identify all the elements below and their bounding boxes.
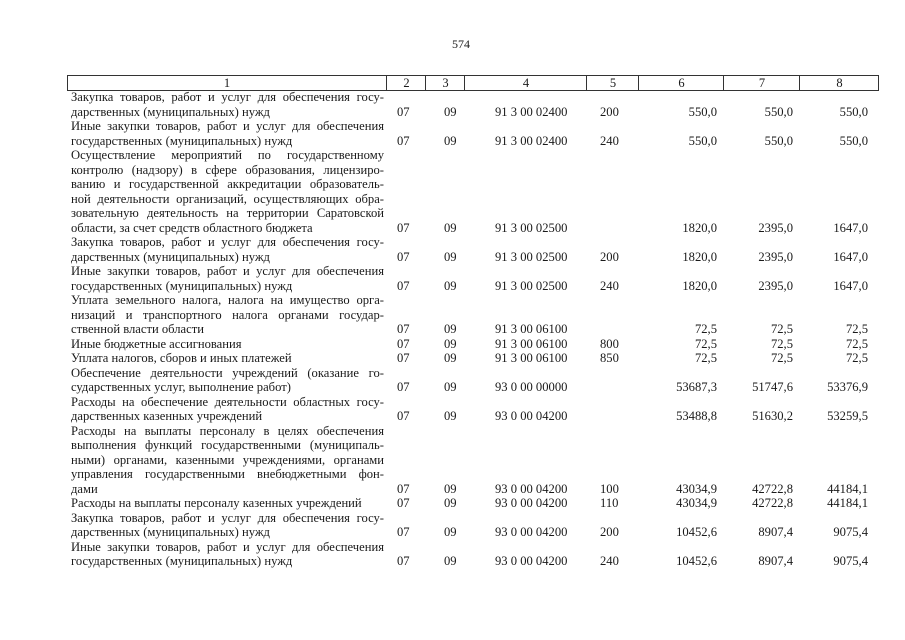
- description-line: выполнения функций государственными (муниципаль-: [71, 438, 384, 452]
- cell-c3: 09: [444, 496, 457, 510]
- cell-c4: 91 3 00 02500: [495, 278, 568, 293]
- cell-c3: 09: [444, 351, 457, 365]
- cell-c7: 550,0: [764, 104, 793, 119]
- cell-c4: 91 3 00 02500: [495, 249, 568, 264]
- cell-c2: 07: [397, 104, 410, 119]
- description-line: ной деятельности организаций, осуществляющих обра-: [71, 191, 384, 206]
- description-line: сударственных услуг, выполнение работ): [71, 380, 291, 394]
- cell-c7: 72,5: [770, 336, 793, 351]
- cell-c8: 9075,4: [833, 525, 868, 539]
- cell-c6: 10452,6: [676, 525, 717, 539]
- cell-c8: 44184,1: [827, 496, 868, 510]
- cell-c3: 09: [444, 525, 457, 539]
- description-line: Закупка товаров, работ и услуг для обеспечения госу-: [71, 90, 384, 104]
- cell-c6: 43034,9: [676, 496, 717, 510]
- cell-c4: 91 3 00 02500: [495, 220, 568, 235]
- row-description: [71, 148, 384, 235]
- cell-c4: 93 0 00 04200: [495, 409, 568, 423]
- cell-c6: 72,5: [694, 322, 717, 336]
- cell-c4: 91 3 00 06100: [495, 351, 568, 365]
- cell-c4: 93 0 00 04200: [495, 554, 568, 568]
- cell-c4: 93 0 00 00000: [495, 380, 568, 394]
- cell-c3: 09: [444, 336, 457, 351]
- cell-c4: 91 3 00 06100: [495, 336, 568, 351]
- cell-c2: 07: [397, 278, 410, 293]
- cell-c8: 72,5: [845, 322, 868, 336]
- row-description: [71, 264, 384, 293]
- cell-c5: 240: [600, 278, 619, 293]
- header-col-7: 7: [723, 76, 800, 90]
- description-line: ными) органами, казенными учреждениями, органами: [71, 452, 384, 467]
- cell-c2: 07: [397, 380, 410, 394]
- description-line: Расходы на выплаты персоналу казенных учреждений: [71, 496, 362, 510]
- cell-c7: 72,5: [770, 351, 793, 365]
- cell-c2: 07: [397, 249, 410, 264]
- description-line: Уплата налогов, сборов и иных платежей: [71, 351, 292, 365]
- cell-c6: 53687,3: [676, 380, 717, 394]
- cell-c2: 07: [397, 322, 410, 336]
- table-row: [0, 235, 905, 264]
- description-line: области, за счет средств областного бюджета: [71, 220, 313, 235]
- cell-c3: 09: [444, 278, 457, 293]
- cell-c6: 72,5: [694, 351, 717, 365]
- row-description: [71, 90, 384, 119]
- cell-c4: 91 3 00 06100: [495, 322, 568, 336]
- header-col-4: 4: [464, 76, 587, 90]
- table-row: [0, 366, 905, 395]
- description-line: ванию и государственной аккредитации образователь-: [71, 177, 384, 191]
- description-line: государственных (муниципальных) нужд: [71, 554, 293, 568]
- cell-c8: 72,5: [845, 351, 868, 365]
- header-col-3: 3: [425, 76, 465, 90]
- cell-c2: 07: [397, 220, 410, 235]
- cell-c7: 8907,4: [758, 525, 793, 539]
- cell-c3: 09: [444, 409, 457, 423]
- cell-c5: 800: [600, 336, 619, 351]
- description-line: дарственных (муниципальных) нужд: [71, 104, 270, 119]
- cell-c7: 42722,8: [752, 496, 793, 510]
- cell-c7: 2395,0: [758, 220, 793, 235]
- header-col-5: 5: [586, 76, 639, 90]
- table-body: [0, 90, 905, 569]
- cell-c6: 1820,0: [682, 278, 717, 293]
- table-row: [0, 293, 905, 337]
- cell-c7: 8907,4: [758, 554, 793, 568]
- description-line: Закупка товаров, работ и услуг для обеспечения госу-: [71, 235, 384, 249]
- description-line: дарственных (муниципальных) нужд: [71, 525, 270, 539]
- cell-c6: 53488,8: [676, 409, 717, 423]
- cell-c5: 240: [600, 133, 619, 148]
- description-line: дарственных казенных учреждений: [71, 409, 263, 423]
- row-description: [71, 366, 384, 395]
- cell-c2: 07: [397, 481, 410, 496]
- cell-c8: 53259,5: [827, 409, 868, 423]
- table-header: [67, 75, 879, 91]
- description-line: Обеспечение деятельности учреждений (оказание го-: [71, 365, 384, 380]
- page-number: 574: [452, 37, 470, 51]
- cell-c2: 07: [397, 554, 410, 568]
- table-row: [0, 496, 905, 511]
- cell-c8: 44184,1: [827, 481, 868, 496]
- description-line: управления государственными внебюджетными фон-: [71, 467, 384, 481]
- cell-c7: 51630,2: [752, 409, 793, 423]
- table-row: [0, 90, 905, 119]
- cell-c5: 100: [600, 481, 619, 496]
- cell-c3: 09: [444, 220, 457, 235]
- header-col-2: 2: [386, 76, 426, 90]
- header-col-8: 8: [799, 76, 879, 90]
- table-row: [0, 337, 905, 352]
- cell-c6: 72,5: [694, 336, 717, 351]
- row-description: [71, 496, 384, 511]
- row-description: [71, 293, 384, 337]
- header-col-6: 6: [638, 76, 724, 90]
- cell-c6: 10452,6: [676, 554, 717, 568]
- cell-c5: 850: [600, 351, 619, 365]
- cell-c2: 07: [397, 496, 410, 510]
- cell-c8: 1647,0: [833, 220, 868, 235]
- description-line: Иные закупки товаров, работ и услуг для обеспечения: [71, 119, 384, 133]
- description-line: дарственных (муниципальных) нужд: [71, 249, 270, 264]
- cell-c3: 09: [444, 249, 457, 264]
- cell-c3: 09: [444, 104, 457, 119]
- cell-c3: 09: [444, 322, 457, 336]
- row-description: [71, 540, 384, 569]
- cell-c3: 09: [444, 133, 457, 148]
- cell-c6: 550,0: [688, 104, 717, 119]
- cell-c5: 110: [600, 496, 619, 510]
- cell-c8: 550,0: [839, 133, 868, 148]
- cell-c6: 550,0: [688, 133, 717, 148]
- cell-c2: 07: [397, 336, 410, 351]
- row-description: [71, 119, 384, 148]
- description-line: Закупка товаров, работ и услуг для обеспечения госу-: [71, 510, 384, 525]
- cell-c5: 240: [600, 554, 619, 568]
- row-description: [71, 337, 384, 352]
- cell-c8: 53376,9: [827, 380, 868, 394]
- row-description: [71, 395, 384, 424]
- description-line: Расходы на выплаты персоналу в целях обеспечения: [71, 423, 384, 438]
- cell-c5: 200: [600, 104, 619, 119]
- description-line: государственных (муниципальных) нужд: [71, 133, 293, 148]
- description-line: Осуществление мероприятий по государственному: [71, 148, 384, 162]
- cell-c7: 72,5: [770, 322, 793, 336]
- cell-c8: 550,0: [839, 104, 868, 119]
- cell-c2: 07: [397, 525, 410, 539]
- cell-c8: 1647,0: [833, 278, 868, 293]
- description-line: зовательную деятельность на территории Саратовской: [71, 206, 384, 220]
- cell-c3: 09: [444, 481, 457, 496]
- cell-c8: 9075,4: [833, 554, 868, 568]
- header-col-1: 1: [223, 76, 231, 90]
- description-line: Уплата земельного налога, налога на имущество орга-: [71, 293, 384, 307]
- table-row: [0, 424, 905, 497]
- description-line: ственной власти области: [71, 322, 204, 336]
- description-line: дами: [71, 481, 98, 496]
- cell-c7: 42722,8: [752, 481, 793, 496]
- cell-c7: 550,0: [764, 133, 793, 148]
- table-row: [0, 511, 905, 540]
- description-line: Иные закупки товаров, работ и услуг для обеспечения: [71, 264, 384, 278]
- cell-c7: 51747,6: [752, 380, 793, 394]
- cell-c4: 91 3 00 02400: [495, 104, 568, 119]
- cell-c5: 200: [600, 249, 619, 264]
- cell-c4: 93 0 00 04200: [495, 481, 568, 496]
- cell-c6: 43034,9: [676, 481, 717, 496]
- table-row: [0, 540, 905, 569]
- description-line: государственных (муниципальных) нужд: [71, 278, 293, 293]
- row-description: [71, 511, 384, 540]
- description-line: низаций и транспортного налога органами государ-: [71, 307, 384, 322]
- description-line: Иные закупки товаров, работ и услуг для обеспечения: [71, 539, 384, 554]
- table-row: [0, 395, 905, 424]
- cell-c7: 2395,0: [758, 278, 793, 293]
- description-line: Иные бюджетные ассигнования: [71, 336, 242, 351]
- row-description: [71, 235, 384, 264]
- cell-c6: 1820,0: [682, 249, 717, 264]
- cell-c5: 200: [600, 525, 619, 539]
- description-line: контролю (надзору) в сфере образования, лицензиро-: [71, 162, 384, 177]
- description-line: Расходы на обеспечение деятельности областных госу-: [71, 394, 384, 409]
- cell-c7: 2395,0: [758, 249, 793, 264]
- cell-c2: 07: [397, 351, 410, 365]
- cell-c4: 93 0 00 04200: [495, 496, 568, 510]
- row-description: [71, 424, 384, 497]
- cell-c6: 1820,0: [682, 220, 717, 235]
- cell-c8: 1647,0: [833, 249, 868, 264]
- table-row: [0, 351, 905, 366]
- table-row: [0, 264, 905, 293]
- cell-c2: 07: [397, 133, 410, 148]
- cell-c4: 91 3 00 02400: [495, 133, 568, 148]
- cell-c4: 93 0 00 04200: [495, 525, 568, 539]
- cell-c8: 72,5: [845, 336, 868, 351]
- table-row: [0, 148, 905, 235]
- cell-c3: 09: [444, 554, 457, 568]
- cell-c2: 07: [397, 409, 410, 423]
- table-row: [0, 119, 905, 148]
- cell-c3: 09: [444, 380, 457, 394]
- row-description: [71, 351, 384, 366]
